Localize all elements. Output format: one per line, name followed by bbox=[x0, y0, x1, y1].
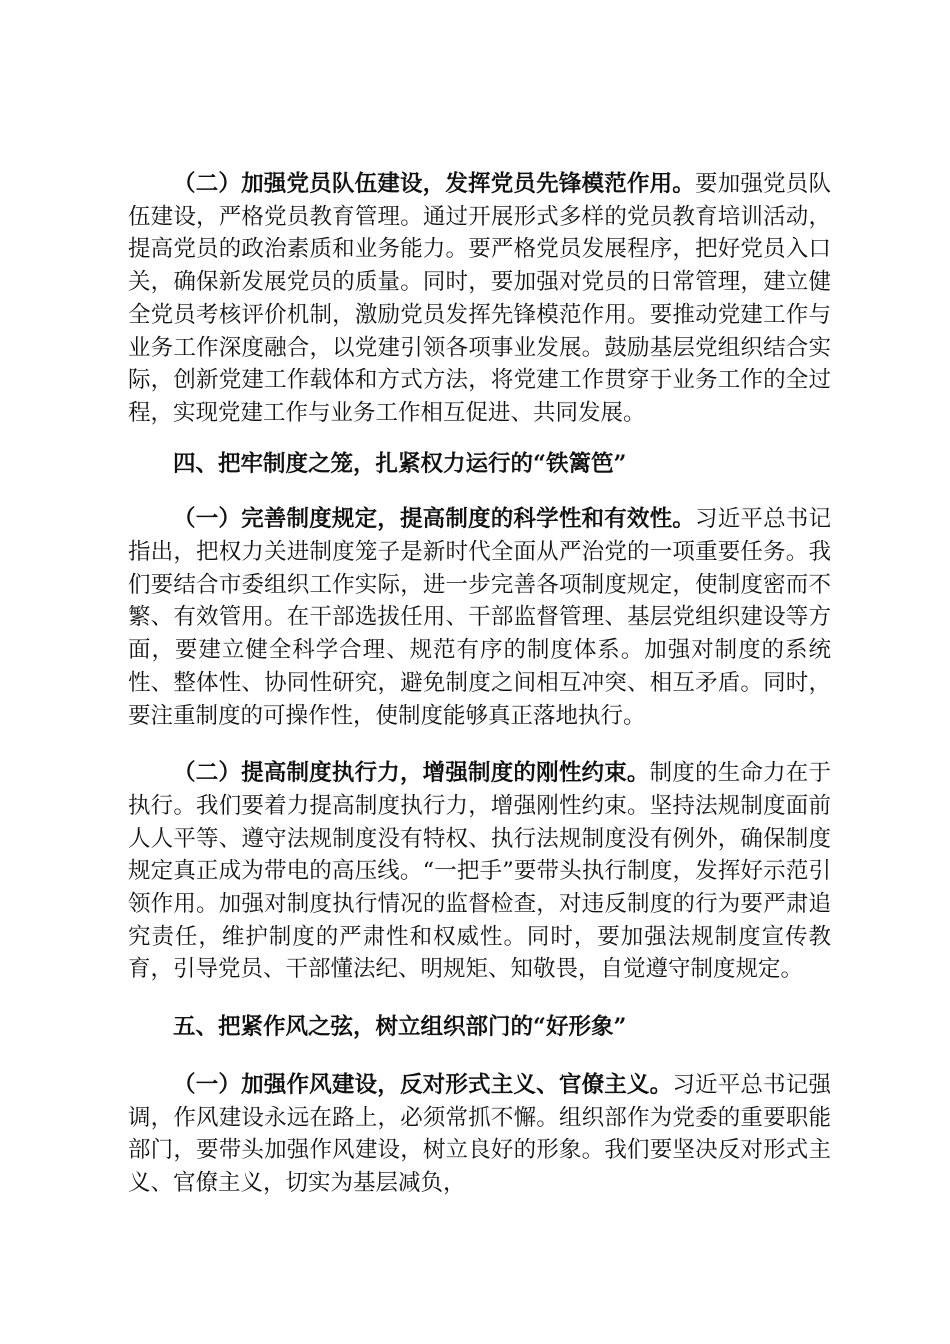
paragraph-lead: （一）完善制度规定，提高制度的科学性和有效性。 bbox=[173, 506, 695, 533]
paragraph-improve-regulations bbox=[128, 503, 831, 732]
paragraph-body: 习近平总书记指出，把权力关进制度笼子是新时代全面从严治党的一项重要任务。我们要结合市委组织工作实际，进一步完善各项制度规定，使制度密而不繁、有效管用。在干部选拔任用、干部监督管理、基层党组织建设等方面，要建立健全科学合理、规范有序的制度体系。加强对制度的系统性、整体性、协同性研究，避免制度之间相互冲突、相互矛盾。同时，要注重制度的可操作性，使制度能够真正落地执行。 bbox=[128, 506, 831, 729]
paragraph-lead: （二）加强党员队伍建设，发挥党员先锋模范作用。 bbox=[173, 171, 695, 197]
paragraph-work-style bbox=[128, 1069, 831, 1200]
paragraph-body: 制度的生命力在于执行。我们要着力提高制度执行力，增强刚性约束。坚持法规制度面前人人平等、遵守法规制度没有特权、执行法规制度没有例外，确保制度规定真正成为带电的高压线。“一把手”要带头执行制度，发挥好示范引领作用。加强对制度执行情况的监督检查，对违反制度的行为要严肃追究责任，维护制度的严肃性和权威性。同时，要加强法规制度宣传教育，引导党员、干部懂法纪、明规矩、知敬畏，自觉遵守制度规定。 bbox=[128, 760, 831, 983]
paragraph-enforce-regulations bbox=[128, 757, 831, 986]
paragraph-lead: （一）加强作风建设，反对形式主义、官僚主义。 bbox=[173, 1071, 673, 1098]
document-page bbox=[128, 168, 831, 1225]
paragraph-body: 要加强党员队伍建设，严格党员教育管理。通过开展形式多样的党员教育培训活动，提高党员的政治素质和业务能力。要严格党员发展程序，把好党员入口关，确保新发展党员的质量。同时，要加强对党员的日常管理，建立健全党员考核评价机制，激励党员发挥先锋模范作用。要推动党建工作与业务工作深度融合，以党建引领各项事业发展。鼓励基层党组织结合实际，创新党建工作载体和方式方法，将党建工作贯穿于业务工作的全过程，实现党建工作与业务工作相互促进、共同发展。 bbox=[128, 171, 831, 426]
paragraph-lead: （二）提高制度执行力，增强制度的刚性约束。 bbox=[173, 760, 650, 787]
paragraph-body: 习近平总书记强调，作风建设永远在路上，必须常抓不懈。组织部作为党委的重要职能部门，要带头加强作风建设，树立良好的形象。我们要坚决反对形式主义、官僚主义，切实为基层减负， bbox=[128, 1071, 831, 1196]
paragraph-party-member-building bbox=[128, 168, 831, 430]
section-heading-four: 四、把牢制度之笼，扎紧权力运行的“铁篱笆” bbox=[173, 450, 627, 477]
section-heading-five: 五、把紧作风之弦，树立组织部门的“好形象” bbox=[173, 1014, 627, 1041]
